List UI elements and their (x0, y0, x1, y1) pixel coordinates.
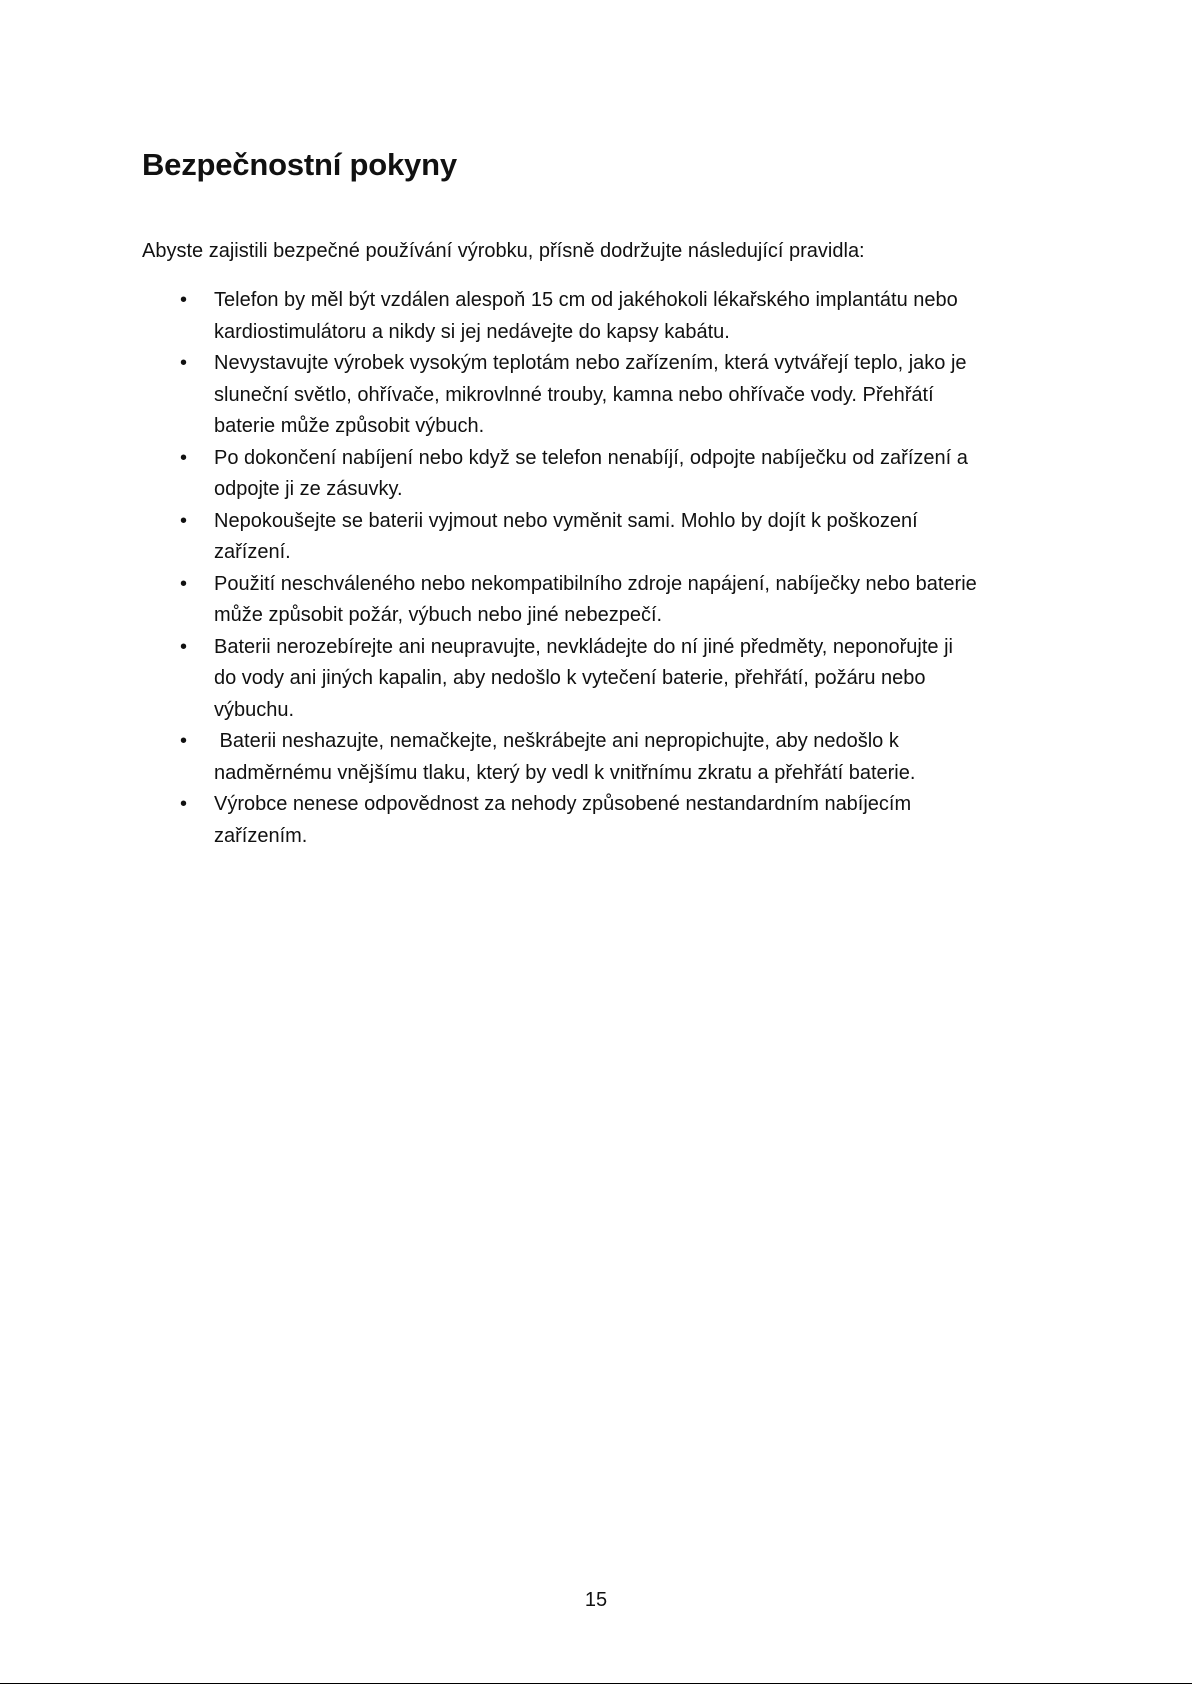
page-number: 15 (584, 1589, 608, 1611)
list-item-line: Nepokoušejte se baterii vyjmout nebo vyměnit sami. Mohlo by dojít k poškození (214, 509, 918, 532)
list-item-line: Baterii neshazujte, nemačkejte, neškrábejte ani nepropichujte, aby nedošlo k (214, 730, 899, 752)
bottom-divider (0, 1683, 1192, 1684)
list-item (142, 348, 1062, 443)
bullet-icon: • (180, 793, 188, 815)
bullet-icon: • (180, 289, 188, 311)
page-title: Bezpečnostní pokyny (142, 147, 457, 182)
intro-paragraph: Abyste zajistili bezpečné používání výrobku, přísně dodržujte následující pravidla: (142, 240, 865, 262)
list-item-line: Po dokončení nabíjení nebo když se telefon nenabíjí, odpojte nabíječku od zařízení a (214, 446, 968, 469)
list-item-line: Použití neschváleného nebo nekompatibilního zdroje napájení, nabíječky nebo baterie (214, 572, 977, 595)
list-item-line: zařízením. (214, 824, 308, 847)
list-item-line: Výrobce nenese odpovědnost za nehody způsobené nestandardním nabíjecím (214, 793, 912, 815)
list-item (142, 789, 1062, 852)
list-item-line: odpojte ji ze zásuvky. (214, 478, 403, 500)
list-item-line: může způsobit požár, výbuch nebo jiné nebezpečí. (214, 604, 663, 626)
list-item-line: nadměrnému vnějšímu tlaku, který by vedl k vnitřnímu zkratu a přehřátí baterie. (214, 761, 916, 784)
list-item-line: Baterii nerozebírejte ani neupravujte, nevkládejte do ní jiné předměty, neponořujte ji (214, 635, 953, 658)
list-item-line: sluneční světlo, ohřívače, mikrovlnné trouby, kamna nebo ohřívače vody. Přehřátí (214, 383, 934, 406)
list-item (142, 506, 1062, 569)
list-item-line: baterie může způsobit výbuch. (214, 415, 485, 437)
list-item-line: Nevystavujte výrobek vysokým teplotám nebo zařízením, která vytvářejí teplo, jako je (214, 352, 967, 374)
safety-rules-list (142, 285, 1062, 852)
list-item-line: kardiostimulátoru a nikdy si jej nedávejte do kapsy kabátu. (214, 320, 730, 343)
bullet-icon: • (180, 730, 188, 752)
bullet-icon: • (180, 509, 188, 532)
list-item-line: výbuchu. (214, 698, 295, 721)
bullet-icon: • (180, 572, 188, 595)
list-item (142, 285, 1062, 348)
list-item-line: do vody ani jiných kapalin, aby nedošlo k vytečení baterie, přehřátí, požáru nebo (214, 667, 926, 689)
list-item (142, 443, 1062, 506)
bullet-icon: • (180, 635, 188, 658)
list-item-line: zařízení. (214, 541, 291, 563)
list-item (142, 569, 1062, 632)
list-item-line: Telefon by měl být vzdálen alespoň 15 cm od jakéhokoli lékařského implantátu nebo (214, 289, 958, 311)
list-item (142, 726, 1062, 789)
bullet-icon: • (180, 352, 188, 374)
list-item (142, 632, 1062, 727)
bullet-icon: • (180, 446, 188, 469)
